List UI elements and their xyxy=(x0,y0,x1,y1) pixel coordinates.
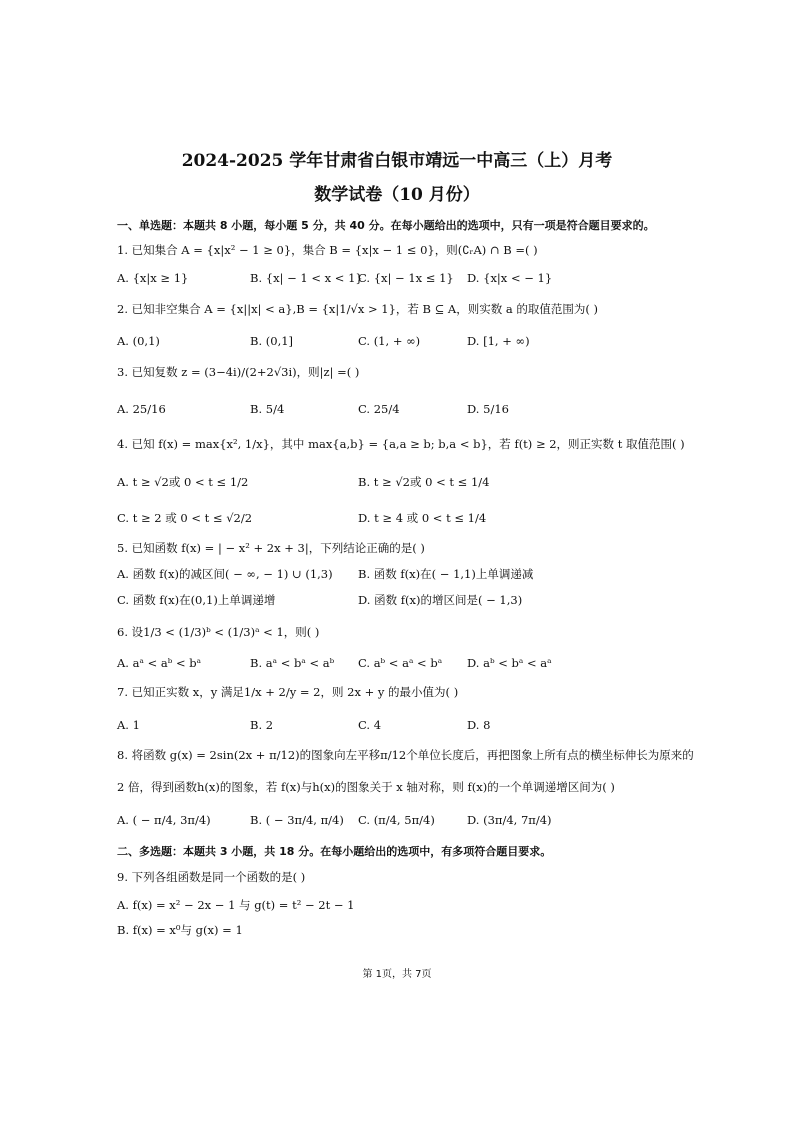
page-footer: 第 1页，共 7页 xyxy=(362,969,432,980)
q5-option-a: A. 函数 f(x)的减区间( − ∞, − 1) ∪ (1,3) xyxy=(117,567,333,581)
q6-option-a: A. aᵃ < aᵇ < bᵃ xyxy=(117,656,202,670)
q8-option-b: B. ( − 3π/4, π/4) xyxy=(250,813,344,827)
q1-option-d: D. {x|x < − 1} xyxy=(467,271,553,285)
q4-option-b: B. t ≥ √2或 0 < t ≤ 1/4 xyxy=(358,475,490,489)
question-1-stem: 1. 已知集合 A = {x|x² − 1 ≥ 0}，集合 B = {x|x − 1 ≤ 0}，则(∁ᵣA) ∩ B =( ) xyxy=(117,243,538,257)
q1-option-b: B. {x| − 1 < x < 1} xyxy=(250,271,363,285)
q3-option-c: C. 25/4 xyxy=(358,402,400,416)
q1-option-a: A. {x|x ≥ 1} xyxy=(117,271,189,285)
question-2-stem: 2. 已知非空集合 A = {x||x| < a},B = {x|1/√x > 1}，若 B ⊆ A，则实数 a 的取值范围为( ) xyxy=(117,302,599,316)
q7-option-a: A. 1 xyxy=(117,718,140,732)
q6-option-d: D. aᵇ < bᵃ < aᵃ xyxy=(467,656,552,670)
q4-option-c: C. t ≥ 2 或 0 < t ≤ √2/2 xyxy=(117,511,253,525)
q3-option-d: D. 5/16 xyxy=(467,402,509,416)
question-8-stem-line1: 8. 将函数 g(x) = 2sin(2x + π/12)的图象向左平移π/12个单位长度后，再把图象上所有点的横坐标伸长为原来的 xyxy=(117,748,694,762)
question-8-stem-line2: 2 倍，得到函数h(x)的图象，若 f(x)与h(x)的图象关于 x 轴对称，则 f(x)的一个单调递增区间为( ) xyxy=(117,780,615,794)
q6-option-c: C. aᵇ < aᵃ < bᵃ xyxy=(358,656,443,670)
q3-option-a: A. 25/16 xyxy=(117,402,166,416)
q9-option-b: B. f(x) = x⁰与 g(x) = 1 xyxy=(117,923,243,937)
q2-option-b: B. (0,1] xyxy=(250,334,294,348)
exam-title: 2024-2025 学年甘肃省白银市靖远一中高三（上）月考 xyxy=(181,151,613,171)
q2-option-a: A. (0,1) xyxy=(117,334,160,348)
q2-option-d: D. [1, + ∞) xyxy=(467,334,530,348)
exam-subtitle: 数学试卷（10 月份） xyxy=(314,185,480,205)
q5-option-d: D. 函数 f(x)的增区间是( − 1,3) xyxy=(358,593,523,607)
q7-option-b: B. 2 xyxy=(250,718,274,732)
question-4-stem: 4. 已知 f(x) = max{x², 1/x}，其中 max{a,b} = {a,a ≥ b; b,a < b}，若 f(t) ≥ 2，则正实数 t 取值范围( ) xyxy=(117,437,685,451)
q5-option-b: B. 函数 f(x)在( − 1,1)上单调递减 xyxy=(358,567,534,581)
section-single-choice: 一、单选题：本题共 8 小题，每小题 5 分，共 40 分。在每小题给出的选项中，只有一项是符合题目要求的。 xyxy=(117,219,655,232)
q8-option-c: C. (π/4, 5π/4) xyxy=(358,813,435,827)
q7-option-d: D. 8 xyxy=(467,718,491,732)
question-3-stem: 3. 已知复数 z = (3−4i)/(2+2√3i)，则|z| =( ) xyxy=(117,365,360,379)
question-9-stem: 9. 下列各组函数是同一个函数的是( ) xyxy=(117,870,306,884)
q4-option-a: A. t ≥ √2或 0 < t ≤ 1/2 xyxy=(117,475,249,489)
section-multiple-choice: 二、多选题：本题共 3 小题，共 18 分。在每小题给出的选项中，有多项符合题目要求。 xyxy=(117,845,552,858)
q3-option-b: B. 5/4 xyxy=(250,402,285,416)
q7-option-c: C. 4 xyxy=(358,718,382,732)
q2-option-c: C. (1, + ∞) xyxy=(358,334,421,348)
question-7-stem: 7. 已知正实数 x，y 满足1/x + 2/y = 2，则 2x + y 的最小值为( ) xyxy=(117,685,459,699)
question-6-stem: 6. 设1/3 < (1/3)ᵇ < (1/3)ᵃ < 1，则( ) xyxy=(117,625,320,639)
q9-option-a: A. f(x) = x² − 2x − 1 与 g(t) = t² − 2t − 1 xyxy=(117,898,355,912)
q6-option-b: B. aᵃ < bᵃ < aᵇ xyxy=(250,656,335,670)
q5-option-c: C. 函数 f(x)在(0,1)上单调递增 xyxy=(117,593,276,607)
q8-option-d: D. (3π/4, 7π/4) xyxy=(467,813,552,827)
q4-option-d: D. t ≥ 4 或 0 < t ≤ 1/4 xyxy=(358,511,487,525)
q1-option-c: C. {x| − 1x ≤ 1} xyxy=(358,271,454,285)
q8-option-a: A. ( − π/4, 3π/4) xyxy=(117,813,211,827)
question-5-stem: 5. 已知函数 f(x) = | − x² + 2x + 3|，下列结论正确的是( ) xyxy=(117,541,425,555)
